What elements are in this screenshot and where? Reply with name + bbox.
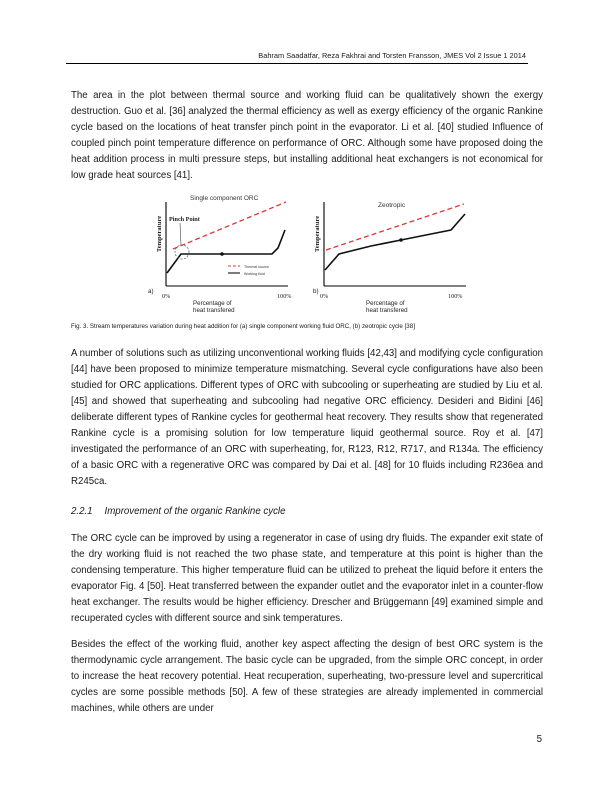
figure-3-stream-temperatures — [126, 190, 486, 318]
panel-a-pinch-label: Pinch Point — [169, 216, 200, 223]
page-number: 5 — [536, 734, 542, 745]
panel-b-x-label-line2: heat transfered — [366, 307, 408, 314]
panel-a-thermal-source-line — [173, 202, 286, 249]
panel-b-label: b) — [313, 288, 319, 295]
panel-a-y-label: Temperature — [156, 215, 163, 252]
panel-b-x-label-line1: Percentage of — [366, 300, 405, 307]
panel-b-thermal-source-line — [326, 204, 464, 250]
panel-a-legend-thermal-label: Thermal source — [244, 265, 269, 269]
section-heading — [71, 506, 285, 517]
panel-a-pinch-pointer — [180, 223, 181, 245]
figure-3-caption: Fig. 3. Stream temperatures variation during heat addition for (a) single component working fluid ORC, (b) zeotropic cycle [38] — [71, 323, 415, 330]
paragraph-cycle-arrangement: Besides the effect of the working fluid, another key aspect affecting the design of best ORC system is the thermodynamic cycle arrangement. The basic cycle can be upgraded, from the simple ORC concept, in order to increase the heat recovery potential. Heat recuperation, superheating, two-pressure level and supercritical cycles are some possible methods [50]. A few of these strategies are already implemented in commercial machines, while others are under — [71, 639, 543, 714]
running-header: Bahram Saadatfar, Reza Fakhrai and Torsten Fransson, JMES Vol 2 Issue 1 2014 — [258, 51, 526, 60]
panel-a-x-start: 0% — [162, 293, 171, 300]
panel-a-x-label-line1: Percentage of — [193, 300, 232, 307]
panel-a-x-end: 100% — [277, 293, 292, 300]
panel-b-x-end: 100% — [448, 293, 463, 300]
paragraph-exergy-destruction: The area in the plot between thermal source and working fluid can be qualitatively shown the exergy destruction. Guo et al. [36] analyzed the thermal efficiency as well as exergy efficiency of the organic Rankine cycle based on the locations of heat transfer pinch point in the evaporator. Li et al. [40] studied Influence of coupled pinch point temperature difference on performance of ORC. Although some have proposed doing the heat addition process in multi pressure steps, but installing additional heat exchangers is not economical for low grade heat sources [41]. — [71, 90, 543, 181]
panel-b-title: Zeotropic — [378, 202, 406, 209]
header-rule — [66, 63, 528, 64]
paragraph-regenerator: The ORC cycle can be improved by using a regenerator in case of using dry fluids. The expander exit state of the dry working fluid is not reached the two phase state, and temperature at this point is higher than the condensing temperature. This higher temperature fluid can be utilized to preheat the liquid before it enters the evaporator Fig. 4 [50]. Heat transferred between the expander outlet and the evaporator inlet in a counter-flow heat exchanger. The results would be higher efficiency. Drescher and Brüggemann [49] examined simple and recuperated cycles with different source and sink temperatures. — [71, 533, 543, 624]
section-number: 2.2.1 — [71, 506, 93, 517]
panel-a — [148, 195, 291, 314]
panel-a-legend-working-label: Working fluid — [244, 272, 265, 276]
panel-b-x-start: 0% — [320, 293, 329, 300]
panel-b-working-fluid-line — [325, 214, 465, 270]
panel-b-y-label: Temperature — [314, 215, 321, 252]
panel-b — [313, 202, 466, 314]
panel-a-title: Single component ORC — [190, 195, 259, 202]
panel-a-x-label-line2: heat transfered — [193, 307, 235, 314]
panel-a-label: a) — [148, 288, 154, 295]
panel-a-working-fluid-marker — [220, 252, 224, 256]
paragraph-cycle-configurations: A number of solutions such as utilizing unconventional working fluids [42,43] and modifying cycle configuration [44] have been proposed to minimize temperature mismatching. Several cycle configurations have also been studied for ORC applications. Different types of ORC with subcooling or superheating are studied by Liu et al. [45] and showed that superheating and subcooling had negative ORC efficiency. Desideri and Bidini [46] deliberate different types of Rankine cycles for geothermal heat recovery. They results show that regenerated Rankine cycle is a promising solution for low temperature liquid geothermal source. Roy et al. [47] investigated the performance of an ORC with superheating, for, R123, R12, R717, and R134a. The efficiency of a basic ORC with a regenerative ORC was compared by Dai et al. [48] for 10 fluids including R236ea and R245ca. — [71, 348, 543, 487]
panel-b-working-fluid-marker — [399, 238, 403, 242]
section-title: Improvement of the organic Rankine cycle — [104, 506, 286, 517]
